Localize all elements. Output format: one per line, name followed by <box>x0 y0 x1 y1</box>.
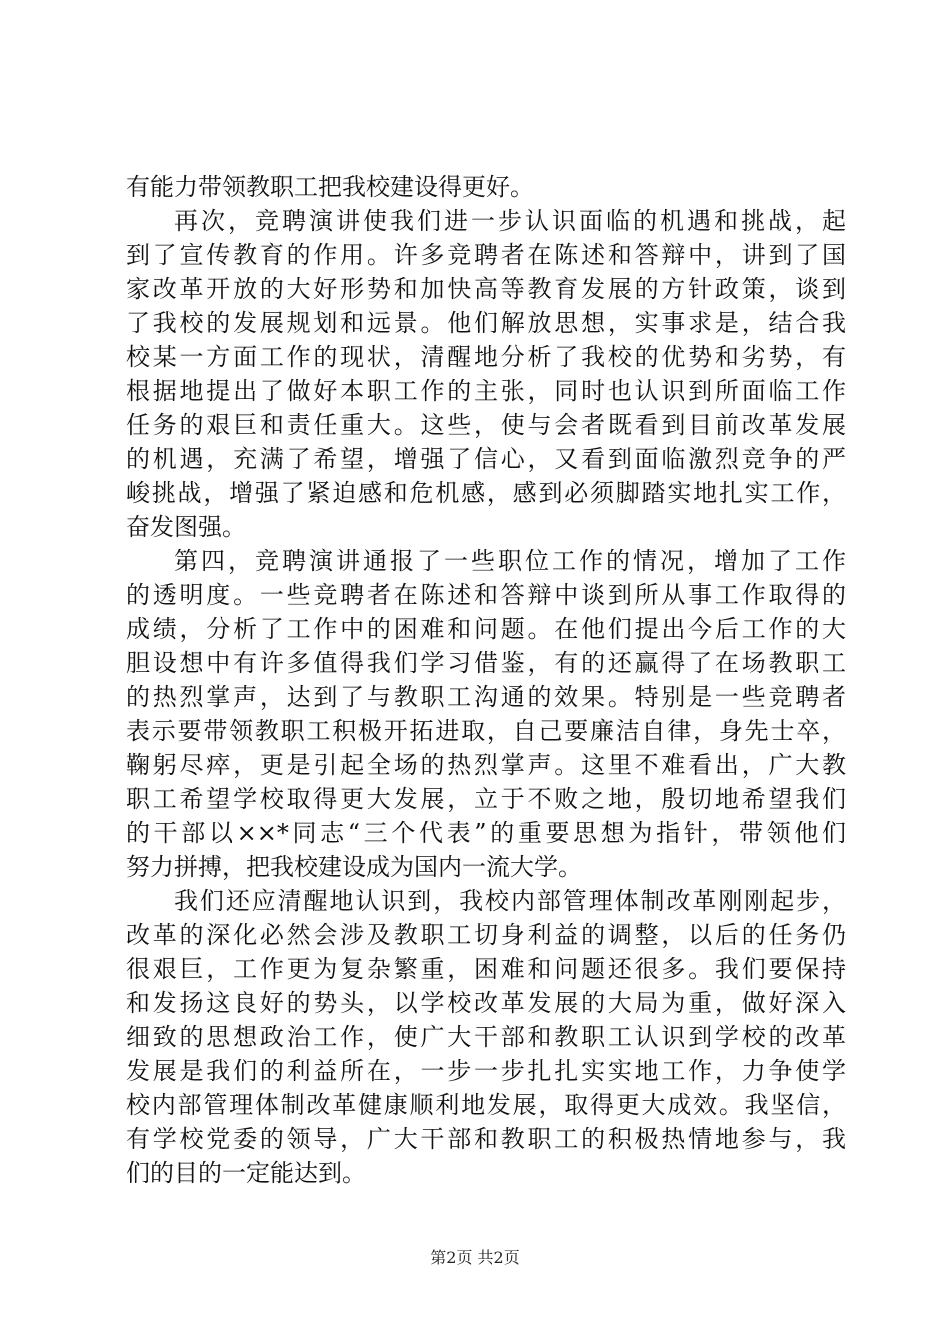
text-line: 有能力带领教职工把我校建设得更好。 <box>126 173 534 201</box>
text-line: 细致的思想政治工作，使广大干部和教职工认识到学校的改革 <box>126 1023 846 1051</box>
text-line: 发展是我们的利益所在，一步一步扎扎实实地工作，力争使学 <box>126 1057 846 1085</box>
text-line: 第四，竞聘演讲通报了一些职位工作的情况，增加了工作 <box>174 547 846 575</box>
text-line: 了我校的发展规划和远景。他们解放思想，实事求是，结合我 <box>126 309 846 337</box>
page-footer: 第2页 共2页 <box>430 1248 520 1267</box>
text-line: 努力拼搏，把我校建设成为国内一流大学。 <box>126 853 582 881</box>
text-line: 的热烈掌声，达到了与教职工沟通的效果。特别是一些竞聘者 <box>126 683 846 711</box>
text-line: 们的目的一定能达到。 <box>126 1159 366 1187</box>
text-line: 和发扬这良好的势头，以学校改革发展的大局为重，做好深入 <box>126 989 846 1017</box>
text-line: 校内部管理体制改革健康顺利地发展，取得更大成效。我坚信， <box>126 1091 846 1119</box>
text-line: 胆设想中有许多值得我们学习借鉴，有的还赢得了在场教职工 <box>126 649 846 677</box>
text-line: 到了宣传教育的作用。许多竞聘者在陈述和答辩中，讲到了国 <box>126 241 846 269</box>
text-line: 很艰巨，工作更为复杂繁重，困难和问题还很多。我们要保持 <box>126 955 846 983</box>
text-line: 鞠躬尽瘁，更是引起全场的热烈掌声。这里不难看出，广大教 <box>126 751 846 779</box>
text-line: 根据地提出了做好本职工作的主张，同时也认识到所面临工作 <box>126 377 846 405</box>
text-line: 的机遇，充满了希望，增强了信心，又看到面临激烈竞争的严 <box>126 445 846 473</box>
document-body <box>126 170 846 1190</box>
text-line: 我们还应清醒地认识到，我校内部管理体制改革刚刚起步， <box>174 887 846 915</box>
text-line: 表示要带领教职工积极开拓进取，自己要廉洁自律，身先士卒， <box>126 717 846 745</box>
text-line: 的透明度。一些竞聘者在陈述和答辩中谈到所从事工作取得的 <box>126 581 846 609</box>
text-line: 再次，竞聘演讲使我们进一步认识面临的机遇和挑战，起 <box>174 207 846 235</box>
text-line: 有学校党委的领导，广大干部和教职工的积极热情地参与，我 <box>126 1125 846 1153</box>
text-line: 任务的艰巨和责任重大。这些，使与会者既看到目前改革发展 <box>126 411 846 439</box>
text-line: 奋发图强。 <box>126 513 246 541</box>
text-line: 家改革开放的大好形势和加快高等教育发展的方针政策，谈到 <box>126 275 846 303</box>
text-line: 的干部以××*同志“三个代表”的重要思想为指针，带领他们 <box>126 819 846 847</box>
text-line: 成绩，分析了工作中的困难和问题。在他们提出今后工作的大 <box>126 615 846 643</box>
text-line: 校某一方面工作的现状，清醒地分析了我校的优势和劣势，有 <box>126 343 846 371</box>
text-line: 职工希望学校取得更大发展，立于不败之地，殷切地希望我们 <box>126 785 846 813</box>
text-line: 峻挑战，增强了紧迫感和危机感，感到必须脚踏实地扎实工作， <box>126 479 846 507</box>
text-line: 改革的深化必然会涉及教职工切身利益的调整，以后的任务仍 <box>126 921 846 949</box>
